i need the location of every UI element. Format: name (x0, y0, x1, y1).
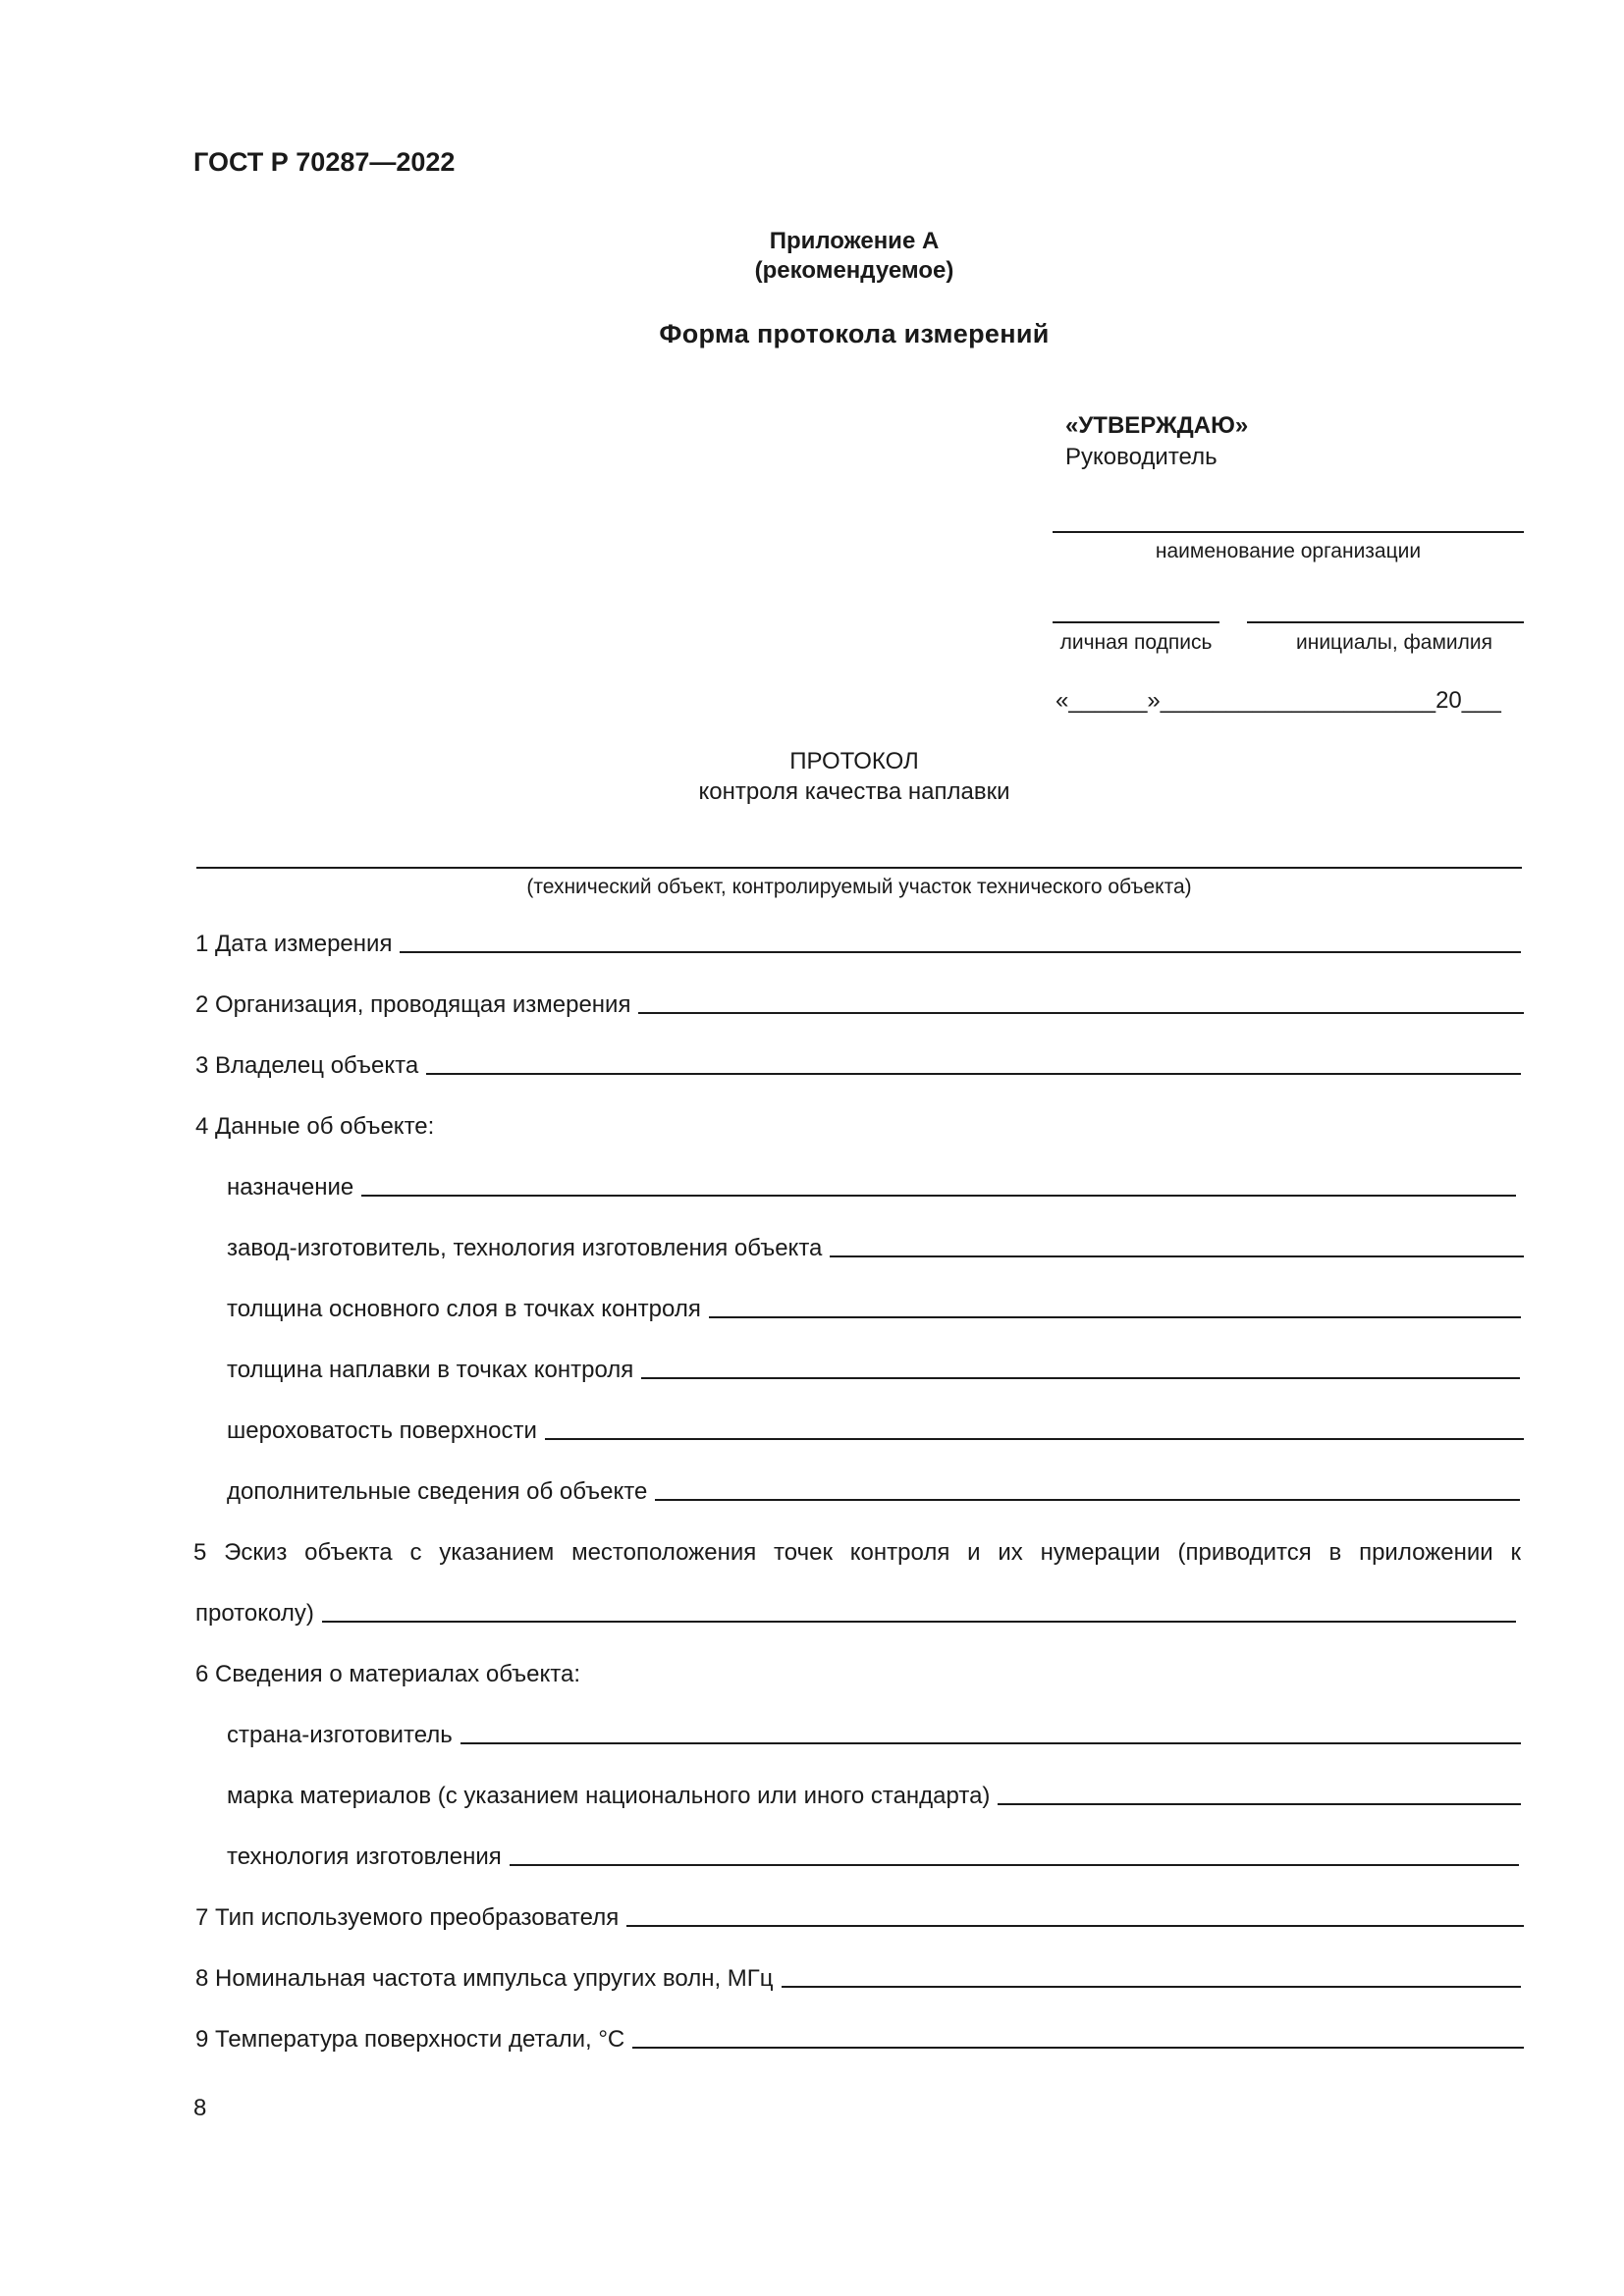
field-country-of-origin[interactable] (227, 1722, 1521, 1749)
field-object-owner[interactable] (195, 1052, 1521, 1080)
field-label: 3 Владелец объекта (195, 1052, 419, 1079)
field-label: страна-изготовитель (227, 1722, 453, 1748)
field-label: 2 Организация, проводящая измерения (195, 991, 631, 1018)
initials-line[interactable] (1247, 621, 1524, 623)
field-label: марка материалов (с указанием национального или иного стандарта) (227, 1783, 991, 1809)
head-label: Руководитель (1065, 444, 1218, 470)
field-label: шероховатость поверхности (227, 1417, 537, 1444)
approve-label: «УТВЕРЖДАЮ» (1065, 412, 1249, 439)
section-materials: 6 Сведения о материалах объекта: (195, 1661, 581, 1687)
field-label: толщина основного слоя в точках контроля (227, 1296, 701, 1322)
field-manufacturing-technology[interactable] (227, 1843, 1519, 1871)
approval-date-line[interactable]: «______»_____________________20___ (1056, 687, 1501, 714)
appendix-status: (рекомендуемое) (754, 257, 954, 284)
org-name-line[interactable] (1053, 531, 1524, 533)
protocol-title: ПРОТОКОЛ (789, 748, 919, 774)
object-caption: (технический объект, контролируемый участок технического объекта) (526, 876, 1192, 898)
field-manufacturer-technology[interactable] (227, 1235, 1524, 1262)
field-purpose[interactable] (227, 1174, 1516, 1201)
signature-caption: личная подпись (1059, 631, 1213, 654)
section-object-data: 4 Данные об объекте: (195, 1113, 435, 1140)
field-sketch[interactable] (195, 1600, 1516, 1628)
field-nominal-frequency[interactable] (195, 1965, 1521, 1993)
field-base-layer-thickness[interactable] (227, 1296, 1521, 1323)
initials-caption: инициалы, фамилия (1296, 631, 1492, 654)
field-label: завод-изготовитель, технология изготовления объекта (227, 1235, 823, 1261)
document-id: ГОСТ Р 70287—2022 (193, 147, 456, 177)
page-number: 8 (193, 2095, 207, 2121)
field-sketch-label: 5 Эскиз объекта с указанием местоположения точек контроля и их нумерации (приводится в приложении к (193, 1539, 1521, 1566)
appendix-title: Приложение А (769, 228, 940, 254)
field-label: 9 Температура поверхности детали, °С (195, 2026, 625, 2053)
field-label: дополнительные сведения об объекте (227, 1478, 648, 1505)
field-label: толщина наплавки в точках контроля (227, 1357, 634, 1383)
field-label: 1 Дата измерения (195, 931, 393, 957)
field-material-grade[interactable] (227, 1783, 1521, 1810)
field-surface-temperature[interactable] (195, 2026, 1524, 2054)
org-name-caption: наименование организации (1155, 540, 1422, 562)
field-transducer-type[interactable] (195, 1904, 1524, 1932)
object-line[interactable] (196, 867, 1522, 869)
field-measurement-date[interactable] (195, 931, 1521, 958)
field-label: протоколу) (195, 1600, 314, 1627)
field-surface-roughness[interactable] (227, 1417, 1524, 1445)
signature-line[interactable] (1053, 621, 1219, 623)
field-label: назначение (227, 1174, 354, 1201)
form-title: Форма протокола измерений (659, 319, 1050, 348)
protocol-subtitle: контроля качества наплавки (698, 778, 1010, 805)
field-cladding-thickness[interactable] (227, 1357, 1520, 1384)
field-label: 7 Тип используемого преобразователя (195, 1904, 620, 1931)
field-label: 8 Номинальная частота импульса упругих волн, МГц (195, 1965, 774, 1992)
field-measuring-org[interactable] (195, 991, 1524, 1019)
field-additional-info[interactable] (227, 1478, 1520, 1506)
field-label: технология изготовления (227, 1843, 502, 1870)
